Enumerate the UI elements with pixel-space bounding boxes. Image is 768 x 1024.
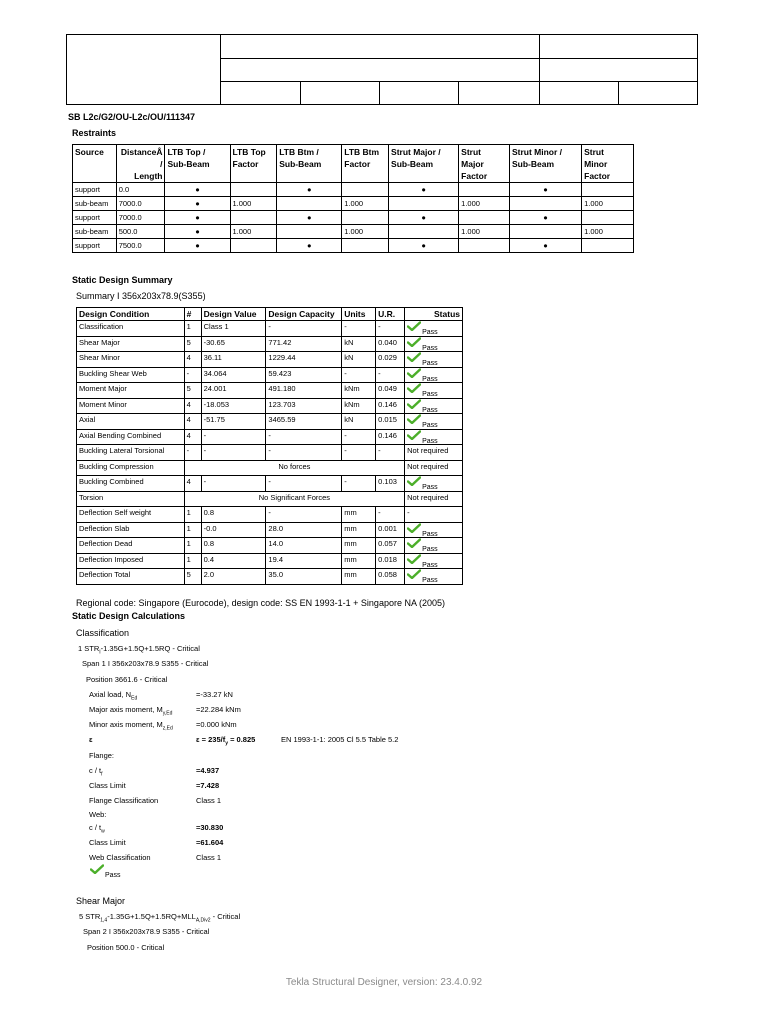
- status-pass: [405, 522, 463, 538]
- web-class-limit-value: =61.604: [196, 838, 224, 847]
- pos2-line: Position 500.0 - Critical: [87, 943, 165, 952]
- pass-label: Pass: [422, 577, 438, 584]
- pass-label: Pass: [422, 360, 438, 367]
- page-footer: Tekla Structural Designer, version: 23.4.0.92: [285, 977, 483, 988]
- status-pass: [405, 476, 463, 492]
- combo1-line: 1 $STR_I-1.35G+1.5Q+1.5RQ$ - Critical: [78, 644, 200, 656]
- col-design-value: Design Value: [201, 308, 266, 321]
- pass-label: Pass: [422, 375, 438, 383]
- pass-label: Pass: [422, 484, 438, 491]
- col-design-capacity: Design Capacity: [266, 308, 342, 321]
- status-pass: [405, 398, 463, 414]
- check-icon: [407, 383, 421, 393]
- table-row: Buckling Lateral Torsional - - - - - Not required: [77, 445, 463, 461]
- epsilon-label: ε: [89, 735, 93, 744]
- check-icon: [407, 538, 421, 548]
- regional-code: Regional code: Singapore (Eurocode), design code: SS EN 1993-1-1 + Singapore NA (2005): [76, 598, 445, 608]
- check-icon: [407, 337, 421, 347]
- check-icon: [407, 523, 421, 533]
- status-pass: [405, 414, 463, 430]
- col-ur: U.R.: [376, 308, 405, 321]
- col-units: Units: [342, 308, 376, 321]
- web-heading: Web:: [89, 810, 107, 819]
- web-classification-value: Class 1: [196, 853, 222, 862]
- table-row: support 7000.0 ● ● ● ●: [73, 211, 634, 225]
- calc-heading: Static Design Calculations: [72, 611, 186, 621]
- pass-label: Pass: [422, 391, 438, 398]
- table-row: Shear Minor 4 36.11 1229.44 kN 0.029 Pass: [77, 352, 463, 368]
- merged-value: No forces: [184, 460, 404, 476]
- summary-header-row: [77, 308, 463, 321]
- table-row: sub-beam 500.0 ● 1.000 1.000 1.000 1.000: [73, 225, 634, 239]
- pass-label: Pass: [422, 561, 438, 569]
- col-number: #: [184, 308, 201, 321]
- table-row: Deflection Imposed 1 0.4 19.4 mm 0.018 Pass: [77, 553, 463, 569]
- flange-classification-value: Class 1: [196, 796, 222, 805]
- member-title: SB L2c/G2/OU-L2c/OU/111347: [68, 112, 196, 122]
- check-icon: [407, 476, 421, 486]
- pass-label: Pass: [422, 530, 438, 538]
- web-ct-label: c / $t_w$: [89, 823, 105, 835]
- merged-value: No Significant Forces: [184, 491, 404, 507]
- web-class-limit-label: Class Limit: [89, 838, 126, 847]
- flange-class-limit-label: Class Limit: [89, 781, 126, 790]
- status-pass: [405, 321, 463, 337]
- check-icon: [407, 399, 421, 409]
- minor-moment-value: =0.000 kNm: [196, 720, 237, 729]
- flange-classification-label: Flange Classification: [89, 796, 159, 805]
- status-pass: [405, 569, 463, 585]
- major-moment-label: Major axis moment, $M_{y,Ed}$: [89, 705, 173, 717]
- restraints-heading: Restraints: [72, 128, 117, 138]
- pass-label: Pass: [422, 422, 438, 429]
- combo5-line: 5 $STR_{1,4}-1.35G+1.5Q+1.5RQ+MLL_{A,Div2}$ - Critical: [79, 912, 241, 924]
- table-row: Buckling Combined 4 - - - 0.103 Pass: [77, 476, 463, 492]
- table-row: Axial 4 -51.75 3465.59 kN 0.015 Pass: [77, 414, 463, 430]
- status-pass: [405, 336, 463, 352]
- check-icon: [407, 414, 421, 424]
- col-strut-minor: Strut Minor / Sub-Beam: [509, 145, 581, 183]
- table-row: Buckling Compression No forces Not required: [77, 460, 463, 476]
- span2-line: Span 2 I 356x203x78.9 S355 - Critical: [83, 927, 210, 936]
- status-pass: [405, 367, 463, 383]
- table-row: Shear Major 5 -30.65 771.42 kN 0.040 Pass: [77, 336, 463, 352]
- epsilon-value: $\varepsilon = 235/f_y = 0.825$: [196, 735, 256, 747]
- epsilon-reference: EN 1993-1-1: 2005 Cl 5.5 Table 5.2: [281, 735, 399, 744]
- col-ltb-top-factor: LTB Top Factor: [230, 145, 277, 183]
- check-icon: [90, 864, 104, 874]
- status-pass: [405, 352, 463, 368]
- span1-line: Span 1 I 356x203x78.9 S355 - Critical: [82, 659, 209, 668]
- summary-subheading: Summary I 356x203x78.9(S355): [76, 291, 206, 301]
- col-source: Source: [73, 145, 117, 183]
- pass-label: Pass: [422, 437, 438, 445]
- pass-label: Pass: [422, 344, 438, 352]
- status-pass: [405, 383, 463, 399]
- flange-class-limit-value: =7.428: [196, 781, 220, 790]
- check-icon: [407, 430, 421, 440]
- table-row: Axial Bending Combined 4 - - - 0.146 Pass: [77, 429, 463, 445]
- restraints-table: [72, 144, 634, 253]
- table-row: Deflection Slab 1 -0.0 28.0 mm 0.001 Pass: [77, 522, 463, 538]
- check-icon: [407, 368, 421, 378]
- summary-table: [76, 307, 463, 585]
- pass-label: Pass: [422, 406, 438, 414]
- flange-heading: Flange:: [89, 751, 115, 760]
- axial-label: Axial load, $N_{Ed}$: [89, 690, 138, 702]
- summary-heading: Static Design Summary: [72, 275, 173, 285]
- table-row: Deflection Self weight 1 0.8 - mm - -: [77, 507, 463, 523]
- table-row: Moment Major 5 24.001 491.180 kNm 0.049 Pass: [77, 383, 463, 399]
- status-pass: [405, 538, 463, 554]
- pos1-line: Position 3661.6 - Critical: [86, 675, 168, 684]
- classification-heading: Classification: [76, 628, 130, 638]
- table-row: Deflection Total 5 2.0 35.0 mm 0.058 Pass: [77, 569, 463, 585]
- table-row: Buckling Shear Web - 34.064 59.423 - - Pass: [77, 367, 463, 383]
- flange-ct-label: c / $t_f$: [89, 766, 103, 778]
- classification-pass: Pass: [90, 864, 120, 875]
- table-row: Moment Minor 4 -18.053 123.703 kNm 0.146 Pass: [77, 398, 463, 414]
- shear-major-heading: Shear Major: [76, 896, 126, 906]
- table-row: support 0.0 ● ● ● ●: [73, 183, 634, 197]
- pass-label: Pass: [422, 329, 438, 336]
- table-row: support 7500.0 ● ● ● ●: [73, 239, 634, 253]
- table-row: Classification 1 Class 1 - - - Pass: [77, 321, 463, 337]
- axial-value: =-33.27 kN: [196, 690, 233, 699]
- flange-ct-value: =4.937: [196, 766, 220, 775]
- minor-moment-label: Minor axis moment, $M_{z,Ed}$: [89, 720, 173, 732]
- status-pass: [405, 429, 463, 445]
- col-ltb-btm: LTB Btm / Sub-Beam: [277, 145, 342, 183]
- col-strut-minor-factor: Strut Minor Factor: [582, 145, 634, 183]
- pass-label: Pass: [422, 546, 438, 553]
- col-ltb-top: LTB Top / Sub-Beam: [165, 145, 230, 183]
- check-icon: [407, 554, 421, 564]
- major-moment-value: =22.284 kNm: [196, 705, 241, 714]
- header-block: [66, 34, 698, 105]
- col-strut-major: Strut Major / Sub-Beam: [389, 145, 459, 183]
- table-row: Torsion No Significant Forces Not required: [77, 491, 463, 507]
- web-classification-label: Web Classification: [89, 853, 151, 862]
- col-design-condition: Design Condition: [77, 308, 185, 321]
- restraints-header-row: [73, 145, 634, 183]
- table-row: Deflection Dead 1 0.8 14.0 mm 0.057 Pass: [77, 538, 463, 554]
- table-row: sub-beam 7000.0 ● 1.000 1.000 1.000 1.000: [73, 197, 634, 211]
- check-icon: [407, 352, 421, 362]
- check-icon: [407, 569, 421, 579]
- web-ct-value: =30.830: [196, 823, 224, 832]
- col-distance: DistanceÂ / Length: [116, 145, 165, 183]
- check-icon: [407, 321, 421, 331]
- status-pass: [405, 553, 463, 569]
- col-ltb-btm-factor: LTB Btm Factor: [342, 145, 389, 183]
- col-strut-major-factor: Strut Major Factor: [459, 145, 510, 183]
- col-status: Status: [405, 308, 463, 321]
